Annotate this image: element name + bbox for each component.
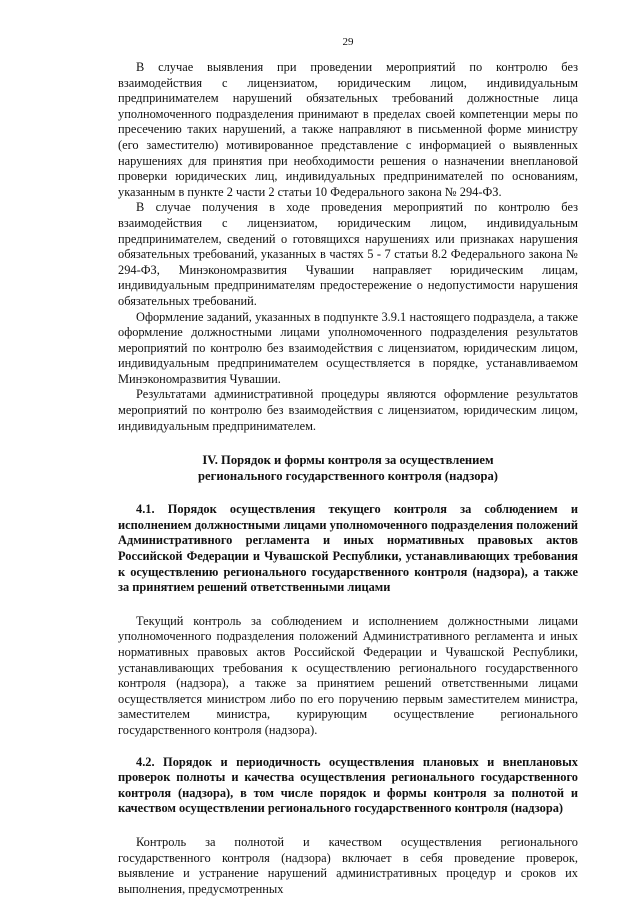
section-title-line: регионального государственного контроля (надзора) xyxy=(198,469,498,484)
paragraph: Результатами административной процедуры являются оформление результатов мероприятий по контролю без взаимодействия с лицензиатом, юридическим лицом, индивидуальным предпринимателем. xyxy=(118,387,578,433)
section-title-line: IV. Порядок и формы контроля за осуществлением xyxy=(202,453,494,468)
paragraph: В случае выявления при проведении мероприятий по контролю без взаимодействия с лицензиатом, юридическим лицом, индивидуальным предпринимателем нарушений обязательных требований должностные лица уполномоченного подразделения принимают в пределах своей компетенции меры по пресечению таких нарушений, а также направляют в письменной форме министру (его заместителю) мотивированное представление с информацией о выявленных нарушениях для принятия при необходимости решения о назначении внеплановой проверки юридических лиц, индивидуальных предпринимателей по основаниям, указанным в пункте 2 части 2 статьи 10 Федерального закона № 294-ФЗ. xyxy=(118,60,578,199)
subsection-heading-4-1: 4.1. Порядок осуществления текущего контроля за соблюдением и исполнением должностными лицами уполномоченного подразделения положений Административного регламента и иных нормативных правовых актов Российской Федерации и Чувашской Республики, устанавливающих требования к осуществлению регионального государственного контроля (надзора), а также за принятием решений ответственными лицами xyxy=(118,502,578,595)
page-number: 29 xyxy=(342,36,354,48)
subsection-heading-4-2: 4.2. Порядок и периодичность осуществления плановых и внеплановых проверок полноты и качества осуществления регионального государственного контроля (надзора), в том числе порядок и формы контроля за полнотой и качеством осуществлении регионального государственного контроля (надзора) xyxy=(118,754,578,816)
paragraph: Контроль за полнотой и качеством осуществления регионального государственного контроля (надзора) включает в себя проведение проверок, выявление и устранение нарушений административных процедур и сроков их выполнения, предусмотренных xyxy=(118,834,578,896)
section-title xyxy=(118,452,578,484)
paragraph: В случае получения в ходе проведения мероприятий по контролю без взаимодействия с лицензиатом, юридическим лицом, индивидуальным предпринимателем, сведений о готовящихся нарушениях или признаках нарушения обязательных требований, указанных в частях 5 - 7 статьи 8.2 Федерального закона № 294-ФЗ, Минэкономразвития Чувашии направляет юридическим лицам, индивидуальным предпринимателям предостережение о недопустимости нарушения обязательных требований. xyxy=(118,200,578,308)
paragraph: Оформление заданий, указанных в подпункте 3.9.1 настоящего подраздела, а также оформление должностными лицами уполномоченного подразделения результатов мероприятий по контролю без взаимодействия с лицензиатом, юридическим лицом, индивидуальным предпринимателем осуществляется в порядке, устанавливаемом Минэкономразвития Чувашии. xyxy=(118,309,578,386)
paragraph: Текущий контроль за соблюдением и исполнением должностными лицами уполномоченного подразделения положений Административного регламента и иных нормативных правовых актов Российской Федерации и Чувашской Республики, устанавливающих требования к осуществлению регионального государственного контроля (надзора), а также за принятием решений ответственными лицами осуществляется министром либо по его поручению первым заместителем министра, заместителем министра, курирующим осуществление регионального государственного контроля (надзора). xyxy=(118,613,578,737)
